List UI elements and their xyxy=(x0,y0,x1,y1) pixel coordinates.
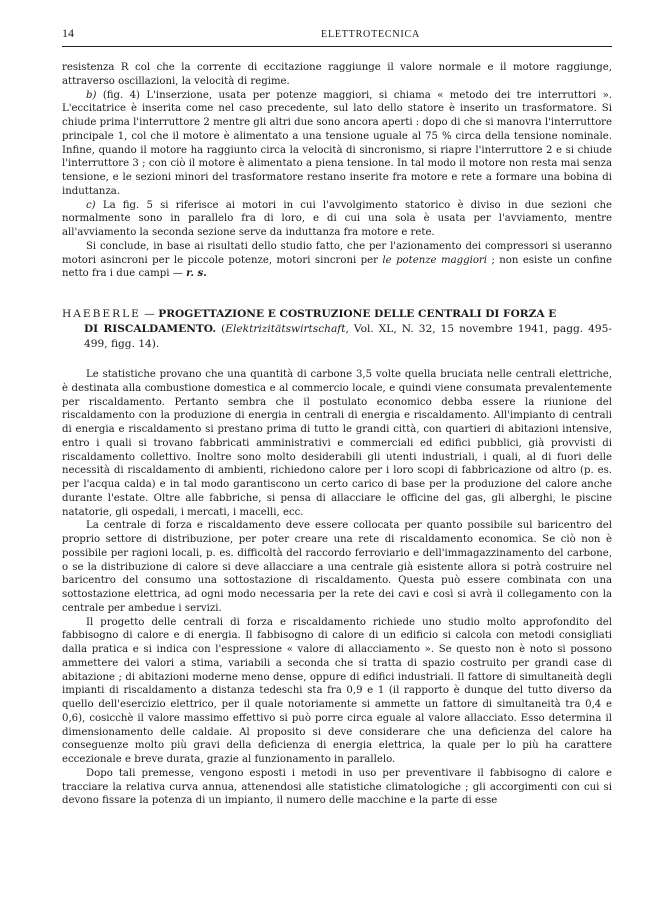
intro-section xyxy=(62,61,612,281)
source-open: ( xyxy=(221,323,226,335)
source-details: , Vol. XL, N. 32, 15 novembre 1941, pagg. 495-499, figg. 14). xyxy=(84,323,612,350)
emphasis-text: le potenze maggiori xyxy=(382,254,487,266)
heading-dash: — xyxy=(144,308,155,320)
intro-paragraph-2 xyxy=(62,89,612,199)
intro-paragraph-1: resistenza R col che la corrente di eccitazione raggiunge il valore normale e il motore raggiunge, attraverso oscillazioni, la velocità di regime. xyxy=(62,62,612,87)
intro-paragraph-4-text: Si conclude, in base ai risultati dello studio fatto, che per l'azionamento dei compressori si useranno motori asincroni per le piccole potenze, motori sincroni per xyxy=(62,240,612,266)
running-header xyxy=(62,26,612,44)
intro-paragraph-3-text: La fig. 5 si riferisce ai motori in cui l'avvolgimento statorico è diviso in due sezioni che normalmente sono in parallelo fra di loro, e di cui una sola è usata per l'avviamento, mentre all'avviamento la seconda sezione serve da induttanza fra motore e rete. xyxy=(62,199,613,238)
journal-title: ELETTROTECNICA xyxy=(321,29,420,40)
article-paragraph-1: Le statistiche provano che una quantità di carbone 3,5 volte quella bruciata nelle centrali elettriche, è destinata alla combustione domestica e al commercio locale, e quindi viene consumata prevalentemente per riscaldamento. Pertanto sembra che il postulato economico debba essere la riunione del riscaldamento con la produzione di energia in centrali di energia e riscaldamento. All'impianto di centrali di energia e riscaldamento si prestano prima di tutto le grandi città, con quartieri di abitazioni intensive, entro i quali si trovano fabbricati amministrativi e commerciali ed edifici pubblici, già provvisti di riscaldamento collettivo. Inoltre sono molto desiderabili gli utenti industriali, i quali, al di fuori delle necessità di riscaldamento di ambienti, richiedono calore per i loro scopi di fabbricazione od altro (p. es. per l'acqua calda) e in tal modo garantiscono un certo carico di base per la produzione del calore anche durante l'estate. Oltre alle fabbriche, si pensa di allacciare le officine del gas, gli alberghi, le piscine natatorie, gli ospedali, i mercati, i macelli, ecc. xyxy=(62,369,612,518)
article-paragraph-4: Dopo tali premesse, vengono esposti i metodi in uso per preventivare il fabbisogno di calore e tracciare la relativa curva annua, attenendosi alle statistiche climatologiche ; gli accorgimenti con cui si devono fissare la potenza di un impianto, il numero delle macchine e la parte di esse xyxy=(62,767,612,807)
article-heading xyxy=(62,307,612,352)
article-title-line-1: PROGETTAZIONE E COSTRUZIONE DELLE CENTRALI DI FORZA E xyxy=(158,308,557,320)
source-journal: Elektrizitätswirtschaft xyxy=(225,323,346,335)
signature-initials: r. s. xyxy=(186,267,207,280)
item-label-b: b) xyxy=(86,89,97,101)
page-number: 14 xyxy=(62,26,74,40)
article-paragraph-3: Il progetto delle centrali di forza e riscaldamento richiede uno studio molto approfondito del fabbisogno di calore e di energia. Il fabbisogno di calore di un edificio si calcola con metodi consigliati dalla pratica e si indica con l'espressione « valore di allacciamento ». Se questo non è noto si possono ammettere dei valori a stima, variabili a seconda che si tratta di spazio costruito per grandi case di abitazione ; di abitazioni moderne meno dense, oppure di edifici industriali. Il fattore di simultaneità degli impianti di riscaldamento a distanza tedeschi sta fra 0,9 e 1 (il rapporto è dunque del tutto diverso da quello dell'esercizio elettrico, per il quale notoriamente si ammette un fattore di simultaneità tra 0,4 e 0,6), cosicchè il valore massimo effettivo si può porre circa eguale al valore allacciato. Esso determina il dimensionamento delle caldaie. Al proposito si deve considerare che una deficienza del calore ha conseguenze molto più gravi della deficienza di energia elettrica, la quale per lo più ha carattere eccezionale e breve durata, grazie al funzionamento in parallelo. xyxy=(62,616,612,765)
article-title-line-2: DI RISCALDAMENTO. xyxy=(84,323,217,335)
intro-paragraph-3 xyxy=(62,199,612,240)
item-label-c: c) xyxy=(86,199,96,211)
header-rule xyxy=(62,46,612,47)
intro-paragraph-4-tail: ; non esiste un confine netto fra i due campi — xyxy=(62,254,612,280)
intro-paragraph-2-text: (fig. 4) L'inserzione, usata per potenze maggiori, si chiama « metodo dei tre interruttori ». L'eccitatrice è inserita come nel caso precedente, sul lato dello statore è inserito un trasformatore. Si chiude prima l'interruttore 2 mentre gli altri due sono ancora aperti : dopo di che si manovra l'interruttore principale 1, col che il motore è alimentato a una tensione uguale al 75 % circa della tensione nominale. Infine, quando il motore ha raggiunto circa la velocità di sincronismo, si riapre l'interruttore 2 e si chiude l'interruttore 3 ; con ciò il motore è alimentato a piena tensione. In tal modo il motore non resta mai senza tensione, e le sezioni minori del trasformatore restano inserite fra motore e rete a formare una bobina di induttanza. xyxy=(62,89,612,197)
article-paragraph-2: La centrale di forza e riscaldamento deve essere collocata per quanto possibile sul baricentro del proprio settore di distribuzione, per poter creare una rete di riscaldamento economica. Se ciò non è possibile per ragioni locali, p. es. difficoltà del raccordo ferroviario e dell'immagazzinamento del carbone, o se la distribuzione di calore si deve allacciare a una centrale già esistente allora si potrà costruire nel baricentro del consumo una sottostazione di riscaldamento. Questa può essere combinata con una sottostazione elettrica, ad ogni modo necessaria per la rete dei cavi e così si avrà il collegamento con la centrale per ambedue i servizi. xyxy=(62,520,612,614)
page xyxy=(62,26,612,808)
intro-paragraph-4 xyxy=(62,240,612,281)
article-title-continuation xyxy=(62,322,612,352)
article-author: HAEBERLE xyxy=(62,308,141,320)
article-body xyxy=(62,368,612,808)
